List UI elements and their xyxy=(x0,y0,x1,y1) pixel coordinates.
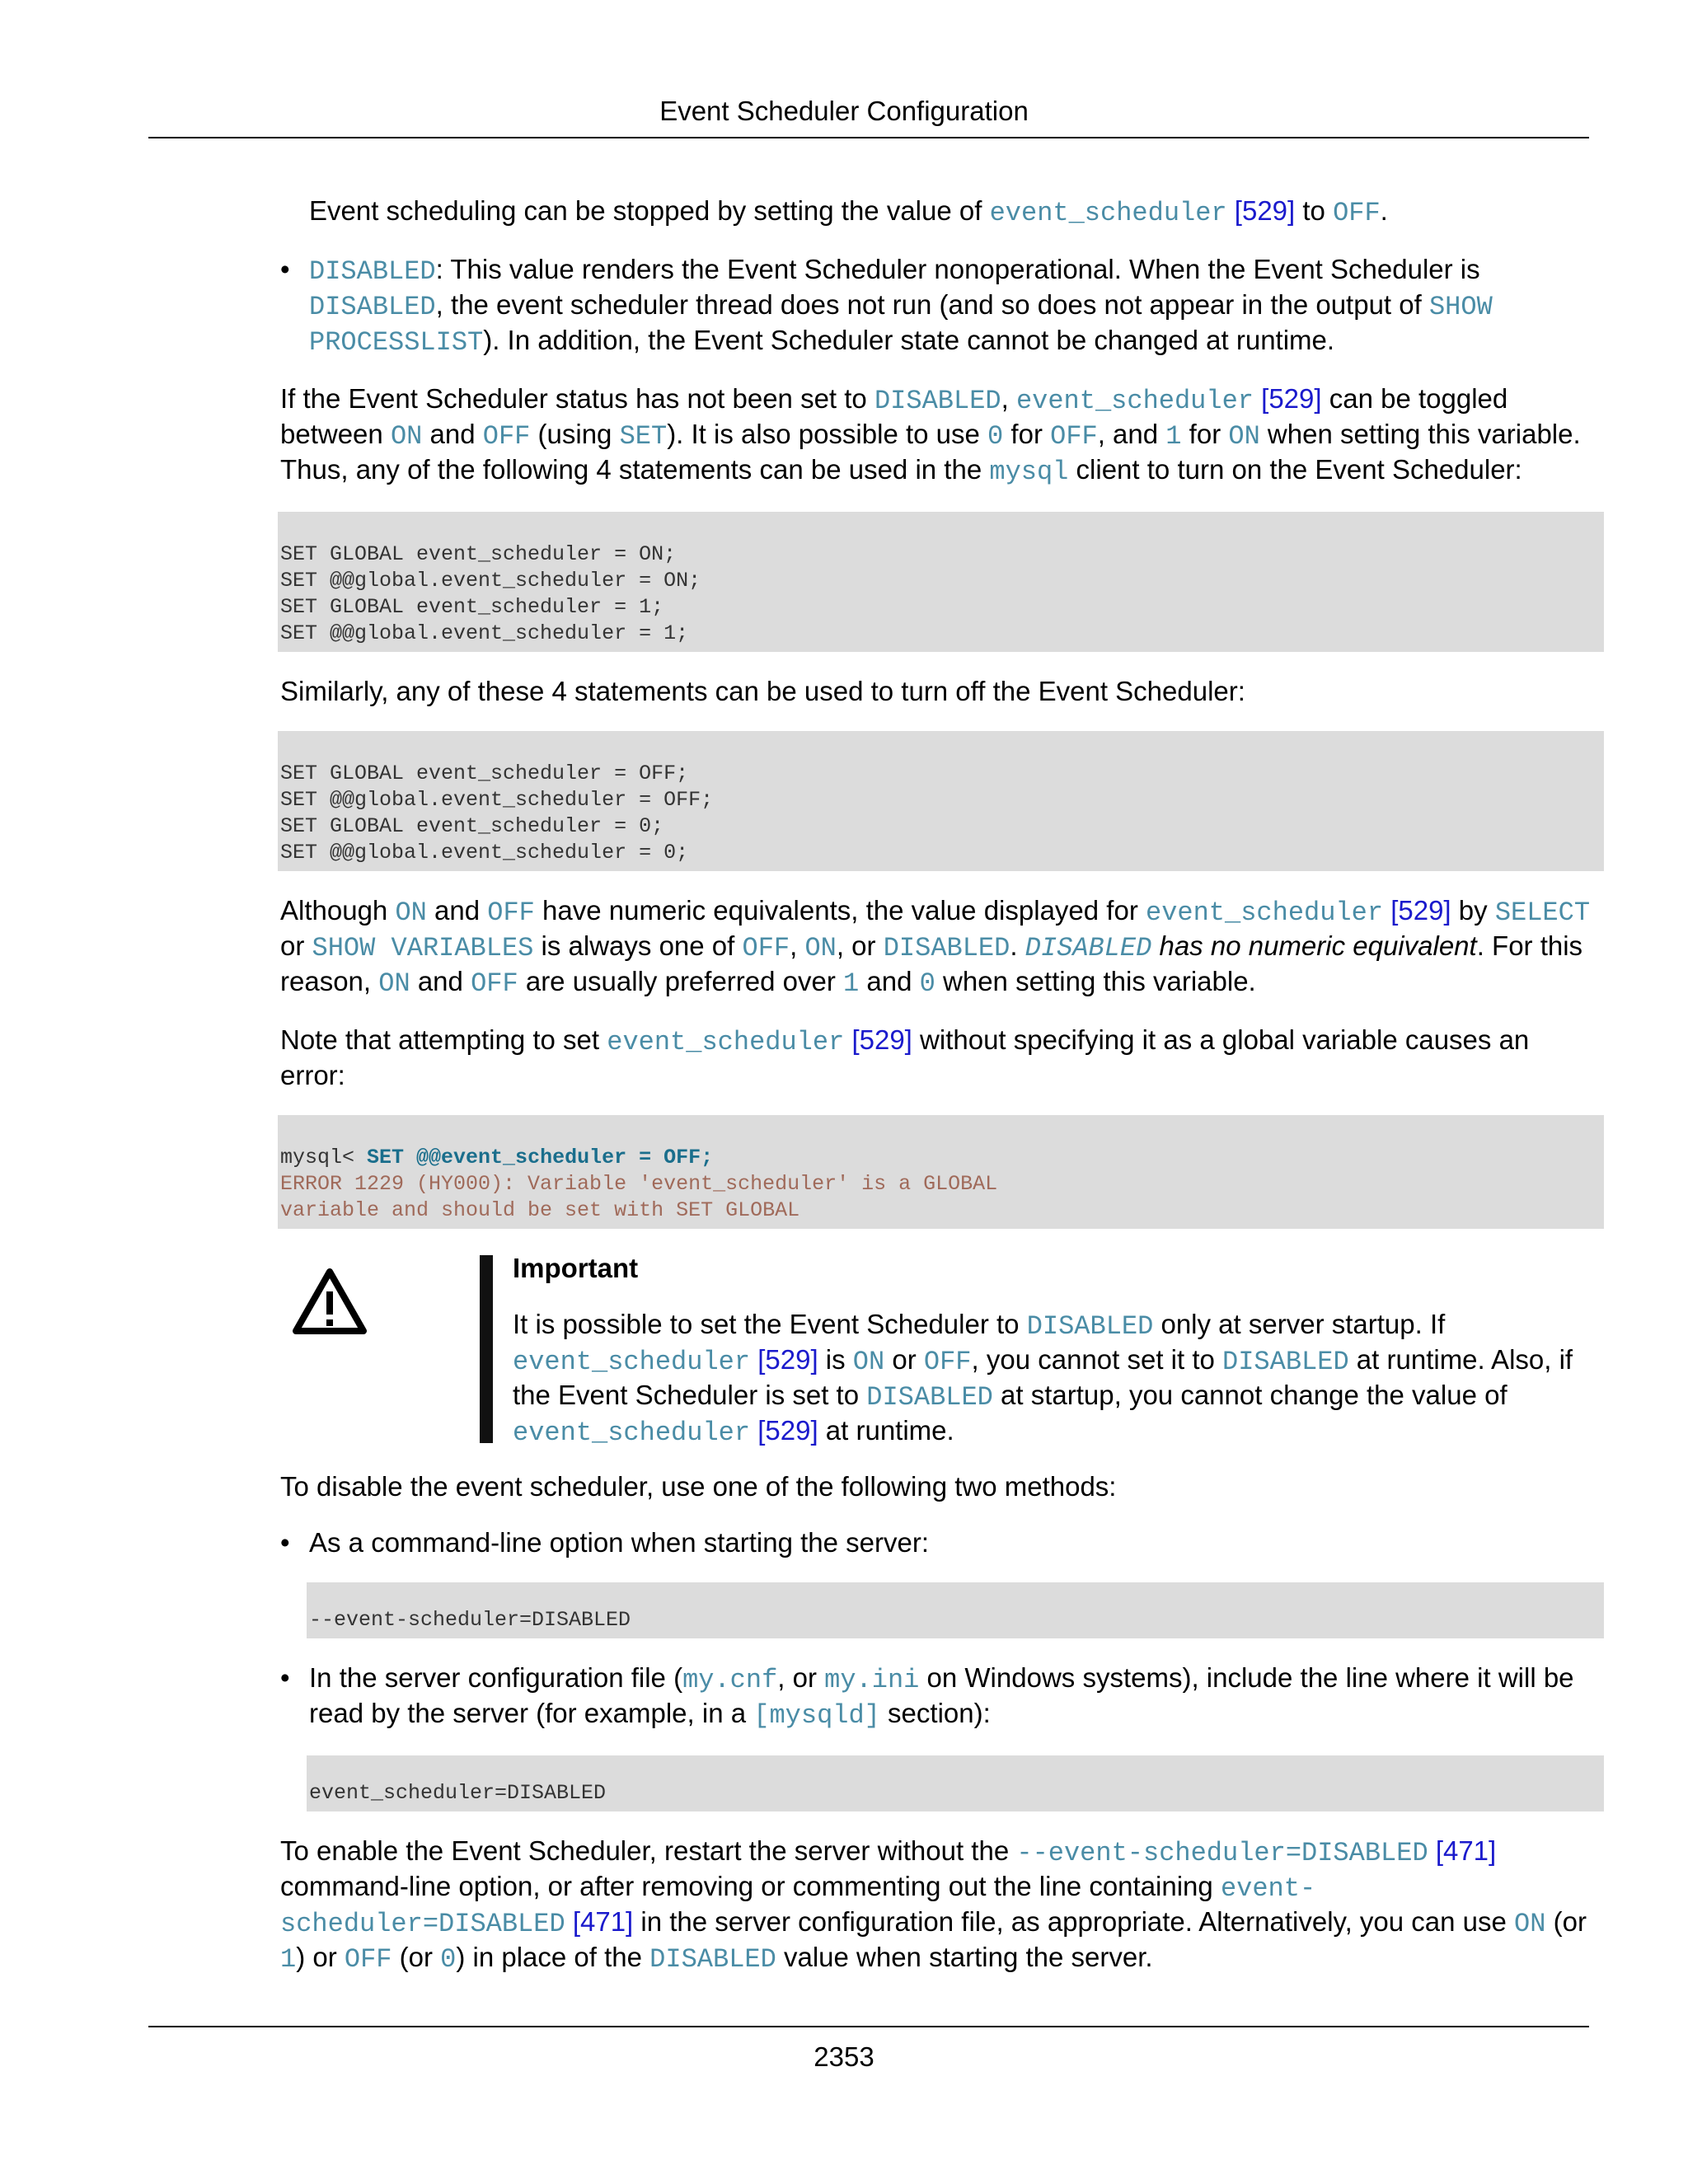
show-processlist-link[interactable]: SHOW PROCESSLIST xyxy=(309,292,1493,358)
show-variables-link[interactable]: SHOW VARIABLES xyxy=(312,933,534,963)
term-link[interactable]: DISABLED xyxy=(309,256,436,287)
page-header-title: Event Scheduler Configuration xyxy=(659,96,1029,126)
code-block-on xyxy=(278,512,1604,652)
page-number: 2353 xyxy=(814,2041,874,2072)
page-content xyxy=(280,194,1599,1999)
warning-triangle-icon xyxy=(292,1267,368,1336)
select-link[interactable]: SELECT xyxy=(1494,898,1591,928)
code-line: SET @@global.event_scheduler = OFF; xyxy=(280,788,714,812)
var-link[interactable]: event_scheduler xyxy=(607,1027,845,1057)
code-line: SET @@global.event_scheduler = ON; xyxy=(280,569,701,593)
var-link[interactable]: event_scheduler xyxy=(1145,898,1384,928)
code-line: event_scheduler=DISABLED xyxy=(309,1781,607,1805)
admonition-body xyxy=(513,1252,1601,1450)
code-block-option xyxy=(307,1582,1604,1638)
code-block-config xyxy=(307,1755,1604,1811)
var-link[interactable]: event_scheduler xyxy=(513,1347,751,1377)
enable-paragraph: To enable the Event Scheduler, restart the server without the --event-scheduler=DISABLED [471] command-line option, or after removing or commenting out the line containing event-scheduler=DISABLED [471] in the server configuration file, as appropriate. Alternatively, you can use ON (or 1) or OFF (or 0) in place of the DISABLED value when starting the server. xyxy=(280,1835,1587,1975)
myini-link[interactable]: my.ini xyxy=(824,1665,920,1695)
footer-divider xyxy=(148,2026,1589,2027)
header-divider xyxy=(148,137,1589,138)
ref-link[interactable]: [529] xyxy=(757,1344,818,1375)
code-block-off xyxy=(278,731,1604,871)
important-admonition xyxy=(280,1252,1599,1446)
mysql-link[interactable]: mysql xyxy=(989,457,1069,487)
method-2-bullet: • In the server configuration file (my.cnf, or my.ini on Windows systems), include the line where it will be read by the server (for example, in a [mysqld] section): xyxy=(280,1662,1574,1731)
method-1-bullet: • As a command-line option when starting the server: xyxy=(280,1527,930,1558)
ref-link[interactable]: [529] xyxy=(1234,195,1296,226)
ref-link[interactable]: [529] xyxy=(1261,383,1322,414)
code-line: SET GLOBAL event_scheduler = OFF; xyxy=(280,762,689,785)
note-paragraph: Note that attempting to set event_scheduler [529] without specifying it as a global variable causes an error: xyxy=(280,1024,1530,1090)
admonition-text: It is possible to set the Event Scheduler to DISABLED only at server startup. If event_scheduler [529] is ON or OFF, you cannot set it to DISABLED at runtime. Also, if the Event Scheduler is set to DISABLED at startup, you cannot change the value of event_scheduler [529] at runtime. xyxy=(513,1309,1573,1448)
code-block-error xyxy=(278,1115,1604,1229)
var-link[interactable]: event_scheduler xyxy=(1015,386,1254,416)
error-line: variable and should be set with SET GLOBAL xyxy=(280,1198,800,1222)
disable-methods-paragraph: To disable the event scheduler, use one of the following two methods: xyxy=(280,1471,1117,1502)
intro-paragraph: Event scheduling can be stopped by setting the value of event_scheduler [529] to OFF. xyxy=(309,195,1388,228)
option-link[interactable]: --event-scheduler=DISABLED xyxy=(1016,1838,1428,1868)
code-line: --event-scheduler=DISABLED xyxy=(309,1608,631,1632)
code-line: SET @@global.event_scheduler = 1; xyxy=(280,621,689,645)
ref-link[interactable]: [529] xyxy=(1390,895,1451,926)
set-link[interactable]: SET xyxy=(619,421,668,452)
var-link[interactable]: event_scheduler xyxy=(989,198,1227,228)
ref-link[interactable]: [471] xyxy=(1435,1835,1497,1866)
code-line: SET GLOBAL event_scheduler = ON; xyxy=(280,542,677,566)
code-line: SET @@global.event_scheduler = 0; xyxy=(280,841,689,865)
toggle-paragraph: If the Event Scheduler status has not been set to DISABLED, event_scheduler [529] can be toggled between ON and OFF (using SET). It is also possible to use 0 for OFF, and 1 for ON when setting this variable. Thus, any of the following 4 statements can be used in the mysql client to turn on the Event Scheduler: xyxy=(280,383,1581,487)
admonition-title: Important xyxy=(513,1253,639,1283)
ref-link[interactable]: [529] xyxy=(757,1415,818,1446)
var-link[interactable]: event_scheduler xyxy=(513,1418,751,1448)
option-link[interactable]: event-scheduler=DISABLED xyxy=(280,1873,1316,1939)
disabled-bullet: • DISABLED: This value renders the Event Scheduler nonoperational. When the Event Scheduler is DISABLED, the event scheduler thread does not run (and so does not appear in the output of SHOW PROCESSLIST). In addition, the Event Scheduler state cannot be changed at runtime. xyxy=(280,254,1493,358)
prompt: mysql< xyxy=(280,1146,368,1169)
admonition-bar xyxy=(480,1255,493,1443)
error-line: ERROR 1229 (HY000): Variable 'event_scheduler' is a GLOBAL xyxy=(280,1172,998,1196)
ref-link[interactable]: [471] xyxy=(572,1906,634,1937)
similarly-paragraph: Similarly, any of these 4 statements can be used to turn off the Event Scheduler: xyxy=(280,676,1245,706)
code-line: SET GLOBAL event_scheduler = 1; xyxy=(280,595,664,619)
command: SET @@event_scheduler = OFF; xyxy=(367,1146,714,1169)
mycnf-link[interactable]: my.cnf xyxy=(682,1665,778,1695)
code-line: SET GLOBAL event_scheduler = 0; xyxy=(280,814,664,838)
numeric-paragraph: Although ON and OFF have numeric equivalents, the value displayed for event_scheduler [529] by SELECT or SHOW VARIABLES is always one of OFF, ON, or DISABLED. DISABLED has no numeric equivalent. For this reason, ON and OFF are usually preferred over 1 and 0 when setting this variable. xyxy=(280,895,1591,999)
ref-link[interactable]: [529] xyxy=(851,1024,912,1055)
